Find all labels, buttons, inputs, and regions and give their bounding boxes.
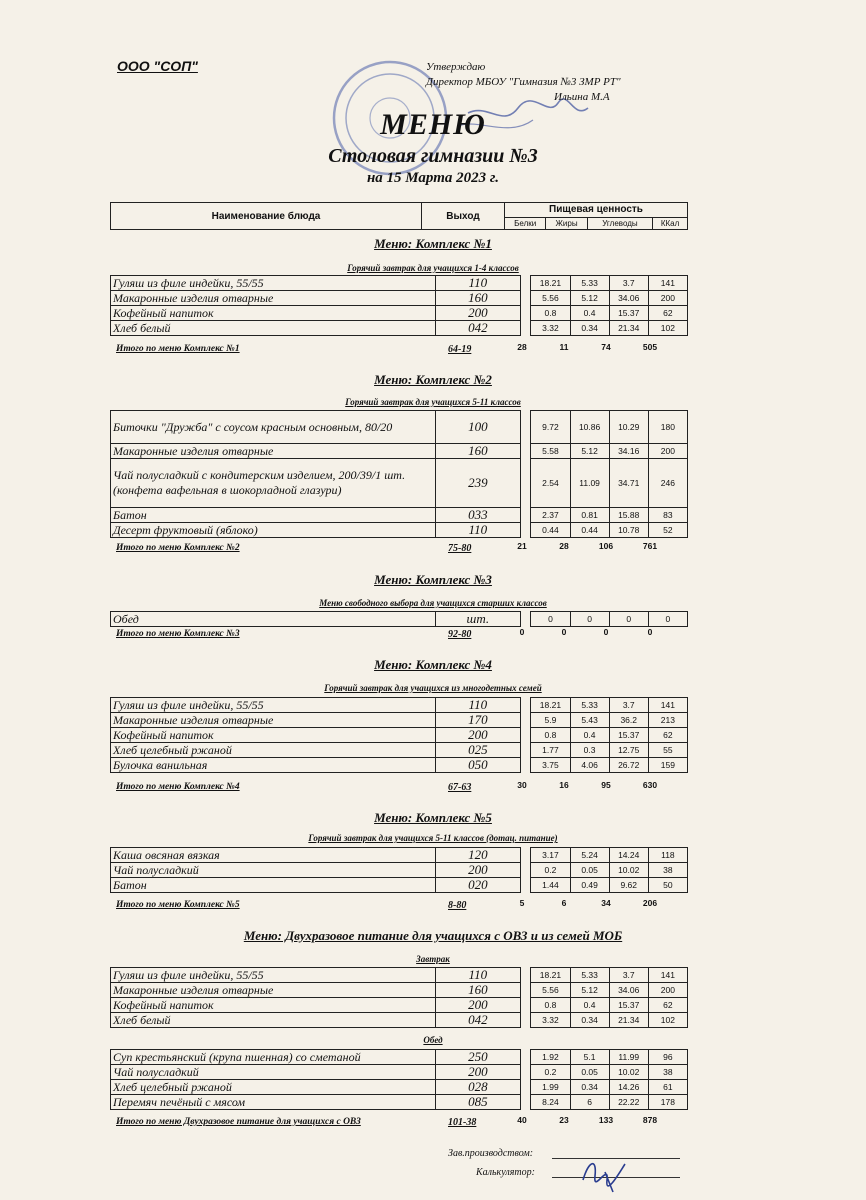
nutrition-value: 0.49 bbox=[570, 878, 609, 893]
column-gap bbox=[521, 758, 531, 773]
dish-name: Гуляш из филе индейки, 55/55 bbox=[111, 276, 436, 291]
page-title: МЕНЮ bbox=[380, 108, 486, 141]
nutrition-value: 5.56 bbox=[531, 983, 570, 998]
nutrition-value: 18.21 bbox=[531, 698, 570, 713]
dish-name: Чай полусладкий с кондитерским изделием, 200/39/1 шт. (конфета вафельная в шокорладной глазури) bbox=[111, 459, 436, 508]
nutrition-value: 0.44 bbox=[570, 523, 609, 538]
nutrition-value: 0.4 bbox=[570, 306, 609, 321]
section-total bbox=[110, 1117, 688, 1129]
total-value: 878 bbox=[642, 1115, 658, 1125]
dish-name: Батон bbox=[111, 508, 436, 523]
nutrition-value: 3.7 bbox=[609, 698, 648, 713]
nutrition-value: 1.92 bbox=[531, 1050, 570, 1065]
table-row bbox=[111, 758, 688, 773]
dish-name: Хлеб белый bbox=[111, 321, 436, 336]
total-value: 6 bbox=[561, 898, 567, 908]
signature-icon bbox=[575, 1150, 635, 1195]
nutrition-value: 3.32 bbox=[531, 321, 570, 336]
column-gap bbox=[521, 728, 531, 743]
nutrition-value: 61 bbox=[648, 1080, 687, 1095]
total-value: 133 bbox=[598, 1115, 614, 1125]
nutrition-value: 15.37 bbox=[609, 728, 648, 743]
nutrition-value: 1.77 bbox=[531, 743, 570, 758]
table-row bbox=[111, 983, 688, 998]
table-row bbox=[111, 968, 688, 983]
table-row bbox=[111, 713, 688, 728]
dish-output: 120 bbox=[435, 848, 521, 863]
nutrition-value: 15.37 bbox=[609, 306, 648, 321]
nutrition-value: 141 bbox=[648, 698, 687, 713]
dish-output: 110 bbox=[435, 523, 521, 538]
dish-name: Хлеб целебный ржаной bbox=[111, 1080, 436, 1095]
table-row bbox=[111, 306, 688, 321]
column-gap bbox=[521, 1013, 531, 1028]
nutrition-value: 62 bbox=[648, 306, 687, 321]
dish-name: Каша овсяная вязкая bbox=[111, 848, 436, 863]
total-value: 0 bbox=[561, 627, 567, 637]
nutrition-value: 34.16 bbox=[609, 444, 648, 459]
nutrition-value: 15.88 bbox=[609, 508, 648, 523]
total-output: 8-80 bbox=[448, 900, 467, 911]
nutrition-value: 5.33 bbox=[570, 276, 609, 291]
total-value: 630 bbox=[642, 780, 658, 790]
column-gap bbox=[521, 878, 531, 893]
nutrition-value: 0.8 bbox=[531, 306, 570, 321]
nutrition-value: 0 bbox=[648, 612, 687, 627]
dish-output: 100 bbox=[435, 411, 521, 444]
table-row bbox=[111, 444, 688, 459]
nutrition-value: 6 bbox=[570, 1095, 609, 1110]
nutrition-value: 18.21 bbox=[531, 968, 570, 983]
section-subtitle: Горячий завтрак для учащихся 1-4 классов bbox=[347, 263, 519, 273]
nutrition-value: 118 bbox=[648, 848, 687, 863]
nutrition-value: 3.75 bbox=[531, 758, 570, 773]
section-subtitle: Обед bbox=[423, 1035, 443, 1045]
section-subtitle: Горячий завтрак для учащихся 5-11 классов bbox=[345, 397, 521, 407]
table-row bbox=[111, 508, 688, 523]
dish-output: шт. bbox=[435, 612, 521, 627]
nutrition-value: 213 bbox=[648, 713, 687, 728]
section-total bbox=[110, 782, 688, 794]
dish-name: Булочка ванильная bbox=[111, 758, 436, 773]
nutrition-value: 83 bbox=[648, 508, 687, 523]
dish-table bbox=[110, 1049, 688, 1110]
column-name-header: Наименование блюда bbox=[111, 203, 422, 230]
table-row bbox=[111, 612, 688, 627]
nutrition-value: 0 bbox=[609, 612, 648, 627]
nutrition-value: 0.81 bbox=[570, 508, 609, 523]
nutrition-value: 14.26 bbox=[609, 1080, 648, 1095]
column-header-table bbox=[110, 202, 688, 230]
total-value: 11 bbox=[559, 342, 569, 352]
section-subtitle: Завтрак bbox=[416, 954, 450, 964]
nutrition-value: 0.05 bbox=[570, 863, 609, 878]
column-gap bbox=[521, 743, 531, 758]
nutrition-value: 200 bbox=[648, 444, 687, 459]
nutrition-value: 0 bbox=[531, 612, 570, 627]
nutrition-value: 246 bbox=[648, 459, 687, 508]
nutrition-value: 3.7 bbox=[609, 968, 648, 983]
dish-name: Кофейный напиток bbox=[111, 728, 436, 743]
column-gap bbox=[521, 276, 531, 291]
nutrition-value: 26.72 bbox=[609, 758, 648, 773]
table-row bbox=[111, 998, 688, 1013]
dish-name: Хлеб целебный ржаной bbox=[111, 743, 436, 758]
nutrition-value: 62 bbox=[648, 728, 687, 743]
nutrition-value: 21.34 bbox=[609, 1013, 648, 1028]
total-value: 0 bbox=[647, 627, 653, 637]
total-output: 64-19 bbox=[448, 344, 472, 355]
dish-output: 042 bbox=[435, 1013, 521, 1028]
calculator-label: Калькулятор: bbox=[476, 1167, 535, 1178]
dish-table bbox=[110, 611, 688, 627]
total-value: 16 bbox=[559, 780, 569, 790]
nutrition-value: 34.06 bbox=[609, 291, 648, 306]
table-row bbox=[111, 1013, 688, 1028]
total-value: 761 bbox=[642, 541, 658, 551]
nutrition-value: 0.44 bbox=[531, 523, 570, 538]
nutrition-value: 3.7 bbox=[609, 276, 648, 291]
nutrition-value: 5.33 bbox=[570, 968, 609, 983]
nutrition-value: 96 bbox=[648, 1050, 687, 1065]
column-gap bbox=[521, 1050, 531, 1065]
dish-output: 200 bbox=[435, 306, 521, 321]
dish-name: Чай полусладкий bbox=[111, 863, 436, 878]
table-row bbox=[111, 523, 688, 538]
dish-output: 160 bbox=[435, 983, 521, 998]
table-row bbox=[111, 698, 688, 713]
dish-output: 160 bbox=[435, 291, 521, 306]
dish-name: Хлеб белый bbox=[111, 1013, 436, 1028]
nutrition-value: 10.78 bbox=[609, 523, 648, 538]
dish-output: 110 bbox=[435, 698, 521, 713]
dish-table bbox=[110, 847, 688, 893]
total-label: Итого по меню Комплекс №3 bbox=[116, 629, 240, 639]
total-value: 95 bbox=[601, 780, 611, 790]
total-value: 23 bbox=[559, 1115, 569, 1125]
nutrition-value: 5.9 bbox=[531, 713, 570, 728]
column-gap bbox=[521, 459, 531, 508]
table-row bbox=[111, 848, 688, 863]
nutrition-value: 159 bbox=[648, 758, 687, 773]
nutrition-value: 5.43 bbox=[570, 713, 609, 728]
nutrition-value: 180 bbox=[648, 411, 687, 444]
nutrition-value: 200 bbox=[648, 291, 687, 306]
dish-output: 085 bbox=[435, 1095, 521, 1110]
nutrition-value: 15.37 bbox=[609, 998, 648, 1013]
nutrition-value: 0.4 bbox=[570, 998, 609, 1013]
dish-name: Макаронные изделия отварные bbox=[111, 444, 436, 459]
dish-output: 200 bbox=[435, 1065, 521, 1080]
table-row bbox=[111, 459, 688, 508]
section-total bbox=[110, 900, 688, 912]
table-row bbox=[111, 1095, 688, 1110]
total-value: 5 bbox=[519, 898, 525, 908]
nutrition-value: 0.3 bbox=[570, 743, 609, 758]
column-gap bbox=[521, 1095, 531, 1110]
table-row bbox=[111, 321, 688, 336]
table-row bbox=[111, 863, 688, 878]
dish-table bbox=[110, 967, 688, 1028]
nutrition-value: 55 bbox=[648, 743, 687, 758]
total-value: 40 bbox=[517, 1115, 527, 1125]
nutrition-value: 141 bbox=[648, 276, 687, 291]
dish-table bbox=[110, 410, 688, 538]
dish-name: Суп крестьянский (крупа пшенная) со сметаной bbox=[111, 1050, 436, 1065]
column-gap bbox=[521, 523, 531, 538]
nutrition-value: 5.33 bbox=[570, 698, 609, 713]
total-output: 75-80 bbox=[448, 543, 472, 554]
approve-line: Утверждаю bbox=[426, 61, 486, 73]
total-output: 92-80 bbox=[448, 629, 472, 640]
table-row bbox=[111, 276, 688, 291]
dish-name: Обед bbox=[111, 612, 436, 627]
column-gap bbox=[521, 1080, 531, 1095]
total-value: 0 bbox=[519, 627, 525, 637]
column-kcal-header: ККал bbox=[653, 217, 688, 229]
total-value: 34 bbox=[601, 898, 611, 908]
page-subtitle: Столовая гимназии №3 bbox=[328, 145, 538, 167]
nutrition-value: 1.44 bbox=[531, 878, 570, 893]
section-title: Меню: Комплекс №4 bbox=[374, 657, 492, 672]
total-label: Итого по меню Комплекс №5 bbox=[116, 900, 240, 910]
section-title: Меню: Двухразовое питание для учащихся с ОВЗ и из семей МОБ bbox=[243, 928, 623, 943]
total-label: Итого по меню Комплекс №4 bbox=[116, 782, 240, 792]
section-title: Меню: Комплекс №1 bbox=[374, 236, 492, 251]
column-output-header: Выход bbox=[422, 203, 505, 230]
nutrition-value: 34.71 bbox=[609, 459, 648, 508]
total-value: 74 bbox=[601, 342, 611, 352]
column-nutrition-header: Пищевая ценность bbox=[505, 203, 688, 218]
nutrition-value: 10.86 bbox=[570, 411, 609, 444]
table-row bbox=[111, 743, 688, 758]
total-value: 30 bbox=[517, 780, 527, 790]
nutrition-value: 9.62 bbox=[609, 878, 648, 893]
nutrition-value: 10.02 bbox=[609, 1065, 648, 1080]
total-output: 67-63 bbox=[448, 782, 472, 793]
dish-name: Гуляш из филе индейки, 55/55 bbox=[111, 698, 436, 713]
nutrition-value: 141 bbox=[648, 968, 687, 983]
nutrition-value: 0.34 bbox=[570, 321, 609, 336]
dish-output: 042 bbox=[435, 321, 521, 336]
table-row bbox=[111, 1080, 688, 1095]
section-total bbox=[110, 344, 688, 356]
nutrition-value: 1.99 bbox=[531, 1080, 570, 1095]
nutrition-value: 34.06 bbox=[609, 983, 648, 998]
column-gap bbox=[521, 306, 531, 321]
section-title: Меню: Комплекс №2 bbox=[374, 372, 492, 387]
nutrition-value: 3.32 bbox=[531, 1013, 570, 1028]
total-value: 505 bbox=[642, 342, 658, 352]
dish-table bbox=[110, 275, 688, 336]
section-title: Меню: Комплекс №3 bbox=[374, 572, 492, 587]
table-row bbox=[111, 1050, 688, 1065]
dish-name: Макаронные изделия отварные bbox=[111, 291, 436, 306]
nutrition-value: 200 bbox=[648, 983, 687, 998]
nutrition-value: 10.02 bbox=[609, 863, 648, 878]
nutrition-value: 22.22 bbox=[609, 1095, 648, 1110]
dish-name: Макаронные изделия отварные bbox=[111, 983, 436, 998]
total-label: Итого по меню Двухразовое питание для учащихся с ОВЗ bbox=[116, 1117, 361, 1127]
nutrition-value: 0.2 bbox=[531, 1065, 570, 1080]
table-row bbox=[111, 411, 688, 444]
column-carbs-header: Углеводы bbox=[587, 217, 652, 229]
nutrition-value: 0.05 bbox=[570, 1065, 609, 1080]
nutrition-value: 50 bbox=[648, 878, 687, 893]
table-row bbox=[111, 291, 688, 306]
nutrition-value: 5.1 bbox=[570, 1050, 609, 1065]
dish-output: 110 bbox=[435, 968, 521, 983]
dish-name: Батон bbox=[111, 878, 436, 893]
total-value: 106 bbox=[598, 541, 614, 551]
nutrition-value: 5.24 bbox=[570, 848, 609, 863]
section-total bbox=[110, 543, 688, 555]
dish-name: Кофейный напиток bbox=[111, 998, 436, 1013]
total-value: 0 bbox=[603, 627, 609, 637]
column-gap bbox=[521, 983, 531, 998]
dish-output: 160 bbox=[435, 444, 521, 459]
nutrition-value: 102 bbox=[648, 321, 687, 336]
table-row bbox=[111, 1065, 688, 1080]
nutrition-value: 14.24 bbox=[609, 848, 648, 863]
column-gap bbox=[521, 863, 531, 878]
nutrition-value: 8.24 bbox=[531, 1095, 570, 1110]
nutrition-value: 5.12 bbox=[570, 983, 609, 998]
dish-output: 200 bbox=[435, 863, 521, 878]
total-value: 28 bbox=[559, 541, 569, 551]
nutrition-value: 11.09 bbox=[570, 459, 609, 508]
dish-output: 110 bbox=[435, 276, 521, 291]
dish-name: Макаронные изделия отварные bbox=[111, 713, 436, 728]
nutrition-value: 5.58 bbox=[531, 444, 570, 459]
table-row bbox=[111, 728, 688, 743]
nutrition-value: 5.12 bbox=[570, 444, 609, 459]
nutrition-value: 52 bbox=[648, 523, 687, 538]
dish-name: Чай полусладкий bbox=[111, 1065, 436, 1080]
dish-output: 239 bbox=[435, 459, 521, 508]
column-gap bbox=[521, 444, 531, 459]
column-gap bbox=[521, 1065, 531, 1080]
dish-output: 200 bbox=[435, 998, 521, 1013]
column-gap bbox=[521, 411, 531, 444]
nutrition-value: 5.12 bbox=[570, 291, 609, 306]
total-value: 28 bbox=[517, 342, 527, 352]
column-fat-header: Жиры bbox=[546, 217, 587, 229]
section-subtitle: Горячий завтрак для учащихся 5-11 классов (дотац. питание) bbox=[308, 833, 558, 843]
director-name: Ильина М.А bbox=[554, 91, 610, 103]
section-subtitle: Горячий завтрак для учащихся из многодетных семей bbox=[324, 683, 542, 693]
column-gap bbox=[521, 291, 531, 306]
nutrition-value: 10.29 bbox=[609, 411, 648, 444]
nutrition-value: 4.06 bbox=[570, 758, 609, 773]
dish-name: Гуляш из филе индейки, 55/55 bbox=[111, 968, 436, 983]
nutrition-value: 11.99 bbox=[609, 1050, 648, 1065]
total-value: 21 bbox=[517, 541, 527, 551]
column-gap bbox=[521, 321, 531, 336]
dish-output: 250 bbox=[435, 1050, 521, 1065]
total-label: Итого по меню Комплекс №2 bbox=[116, 543, 240, 553]
production-label: Зав.производством: bbox=[448, 1148, 534, 1159]
dish-output: 028 bbox=[435, 1080, 521, 1095]
nutrition-value: 178 bbox=[648, 1095, 687, 1110]
nutrition-value: 0.34 bbox=[570, 1080, 609, 1095]
approval-block bbox=[426, 60, 621, 105]
dish-output: 025 bbox=[435, 743, 521, 758]
nutrition-value: 102 bbox=[648, 1013, 687, 1028]
nutrition-value: 0.8 bbox=[531, 998, 570, 1013]
nutrition-value: 38 bbox=[648, 1065, 687, 1080]
nutrition-value: 5.56 bbox=[531, 291, 570, 306]
dish-output: 020 bbox=[435, 878, 521, 893]
nutrition-value: 0 bbox=[570, 612, 609, 627]
dish-output: 200 bbox=[435, 728, 521, 743]
nutrition-value: 36.2 bbox=[609, 713, 648, 728]
column-protein-header: Белки bbox=[505, 217, 546, 229]
section-total bbox=[110, 629, 688, 641]
dish-name: Десерт фруктовый (яблоко) bbox=[111, 523, 436, 538]
nutrition-value: 18.21 bbox=[531, 276, 570, 291]
nutrition-value: 3.17 bbox=[531, 848, 570, 863]
column-gap bbox=[521, 713, 531, 728]
section-title: Меню: Комплекс №5 bbox=[374, 810, 492, 825]
nutrition-value: 9.72 bbox=[531, 411, 570, 444]
organization-name: ООО "СОП" bbox=[117, 58, 198, 74]
dish-name: Кофейный напиток bbox=[111, 306, 436, 321]
nutrition-value: 0.8 bbox=[531, 728, 570, 743]
column-gap bbox=[521, 698, 531, 713]
dish-output: 050 bbox=[435, 758, 521, 773]
nutrition-value: 62 bbox=[648, 998, 687, 1013]
dish-table bbox=[110, 697, 688, 773]
section-subtitle: Меню свободного выбора для учащихся старших классов bbox=[319, 598, 547, 608]
column-gap bbox=[521, 998, 531, 1013]
dish-name: Биточки "Дружба" с соусом красным основным, 80/20 bbox=[111, 411, 436, 444]
nutrition-value: 2.54 bbox=[531, 459, 570, 508]
nutrition-value: 38 bbox=[648, 863, 687, 878]
menu-date: на 15 Марта 2023 г. bbox=[366, 170, 499, 186]
nutrition-value: 0.2 bbox=[531, 863, 570, 878]
total-label: Итого по меню Комплекс №1 bbox=[116, 344, 240, 354]
nutrition-value: 21.34 bbox=[609, 321, 648, 336]
dish-output: 033 bbox=[435, 508, 521, 523]
nutrition-value: 0.4 bbox=[570, 728, 609, 743]
nutrition-value: 2.37 bbox=[531, 508, 570, 523]
approve-line: Директор МБОУ "Гимназия №3 ЗМР РТ" bbox=[426, 76, 621, 88]
nutrition-value: 0.34 bbox=[570, 1013, 609, 1028]
nutrition-value: 12.75 bbox=[609, 743, 648, 758]
column-gap bbox=[521, 968, 531, 983]
table-row bbox=[111, 878, 688, 893]
total-value: 206 bbox=[642, 898, 658, 908]
column-gap bbox=[521, 612, 531, 627]
dish-name: Перемяч печёный с мясом bbox=[111, 1095, 436, 1110]
dish-output: 170 bbox=[435, 713, 521, 728]
total-output: 101-38 bbox=[448, 1117, 477, 1128]
column-gap bbox=[521, 508, 531, 523]
column-gap bbox=[521, 848, 531, 863]
